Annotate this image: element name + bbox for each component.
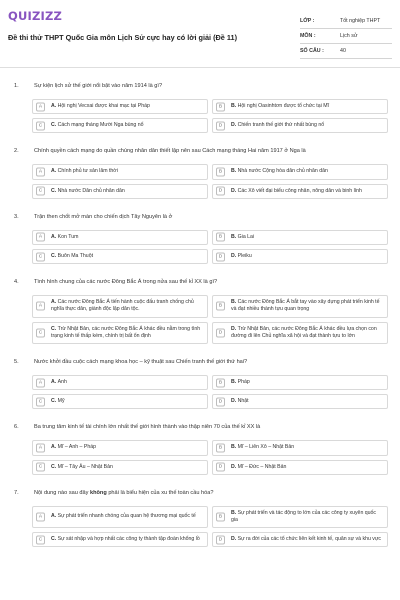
question-text: Trận then chốt mở màn cho chiến dịch Tây Nguyên là ở [34,213,173,220]
option-letter-badge: D [216,535,225,544]
option-letter-badge: D [216,252,225,261]
option-letter: A. [51,299,58,306]
option-letter-badge: D [216,397,225,406]
quizizz-logo: QUIZIZZ [8,9,63,23]
option-letter-badge: C [36,328,45,337]
option-c[interactable] [32,118,208,133]
option-letter-badge: B [216,168,225,177]
question-1 [0,80,400,133]
option-letter: D. [231,463,238,470]
option-text: Sự ra đời của các tổ chức liên kết kinh tế, quân sự và khu vực [237,536,381,543]
option-d[interactable] [212,460,388,475]
option-letter: A. [51,379,58,386]
meta-row-class [300,14,392,29]
option-a[interactable] [32,230,208,245]
option-text: Các nước Đông Bắc Á bắt tay vào xây dựng phát triển kinh tế và đạt nhiều thành tựu quan trọng [231,299,380,313]
option-text: Mĩ – Liên Xô – Nhật Bản [237,444,295,451]
option-text: Các Xô viết đại biểu công nhân, nông dân và binh lính [237,187,362,194]
option-text: Chính phủ tư sản lâm thời [57,168,118,175]
option-text: Buôn Ma Thuột [57,253,94,260]
option-letter: D. [231,325,238,332]
option-b[interactable] [212,295,388,317]
worksheet-title: Đề thi thử THPT Quốc Gia môn Lịch Sử cực hay có lời giải (Đề 11) [8,33,238,42]
question-text-emphasis: không [89,489,107,496]
question-5 [0,356,400,409]
option-text: Nhà nước Cộng hòa dân chủ nhân dân [237,168,328,175]
option-letter-badge: B [216,513,225,522]
option-letter: B. [231,103,238,109]
option-letter-badge: C [36,397,45,406]
option-d[interactable] [212,394,388,409]
option-text: Mĩ – Đức – Nhật Bản [237,463,287,470]
option-letter-badge: B [216,378,225,387]
option-b[interactable] [212,164,388,179]
question-4 [0,276,400,344]
question-text: Nước khởi đầu cuộc cách mạng khoa học – kỹ thuật sau Chiến tranh thế giới thứ hai? [34,359,248,366]
option-text: Gia Lai [237,233,255,240]
option-letter: D. [231,536,238,543]
option-text: Nhật [237,398,249,405]
option-letter-badge: A [36,233,45,242]
option-b[interactable] [212,506,388,528]
option-letter-badge: D [216,121,225,130]
option-letter-badge: A [36,378,45,387]
option-a[interactable] [32,375,208,390]
option-letter-badge: D [216,187,225,196]
option-c[interactable] [32,249,208,264]
option-letter-badge: A [36,102,45,111]
option-letter-badge: B [216,102,225,111]
option-letter: C. [51,253,58,260]
question-6 [0,421,400,474]
option-c[interactable] [32,394,208,409]
question-number: 3. [14,213,19,220]
option-letter: A. [51,513,58,520]
question-3 [0,211,400,264]
option-letter: A. [51,103,58,109]
option-letter-badge: A [36,513,45,522]
meta-key: MÔN : [300,33,316,39]
option-text: Hội nghị Vecxai được khai mạc tại Pháp [57,103,150,109]
option-a[interactable] [32,164,208,179]
option-text: Cách mạng tháng Mười Nga bùng nổ [57,122,144,129]
option-letter: B. [231,379,238,386]
option-b[interactable] [212,375,388,390]
meta-row-count [300,44,392,59]
option-a[interactable] [32,295,208,317]
option-letter: A. [51,444,58,451]
option-text: Trừ Nhật Bản, các nước Đông Bắc Á khác đều lựa chọn con đường đi lên Chủ nghĩa xã hội và đạt thành tựu to lớn [231,325,377,339]
option-letter: B. [231,509,238,516]
option-d[interactable] [212,118,388,133]
question-text-start: Nội dung nào sau đây [34,489,90,496]
option-text: Các nước Đông Bắc Á tiến hành cuộc đấu tranh chống chủ nghĩa thực dân, giành độc lập dân tộc. [51,299,194,313]
option-letter-badge: B [216,444,225,453]
option-text: Pleiku [237,253,252,260]
option-text: Mĩ – Anh – Pháp [57,444,96,451]
option-text: Anh [57,379,67,386]
meta-value: Tốt nghiệp THPT [340,18,381,24]
option-letter-badge: B [216,302,225,311]
option-d[interactable] [212,249,388,264]
option-letter: B. [231,233,238,240]
question-list [0,80,400,547]
option-letter: C. [51,398,58,405]
option-letter-badge: A [36,302,45,311]
option-letter: C. [51,536,58,543]
option-text: Chiến tranh thế giới thứ nhất bùng nổ [237,122,325,129]
option-letter-badge: A [36,444,45,453]
question-2 [0,145,400,198]
meta-value: Lịch sử [340,33,358,39]
option-letter: A. [51,168,58,175]
meta-row-subject [300,29,392,44]
option-text: Sự sát nhập và hợp nhất các công ty thành tập đoàn khổng lồ [57,536,200,543]
option-letter-badge: A [36,168,45,177]
option-b[interactable] [212,99,388,114]
option-letter: C. [51,187,58,194]
question-text: Ba trung tâm kinh tế tài chính lớn nhất thế giới hình thành vào thập niên 70 của thế kỉ XX là [34,424,261,431]
question-text: Chính quyền cách mạng do quần chúng nhân dân thiết lập nên sau Cách mạng tháng Hai năm 1917 ở Nga là [34,148,306,155]
option-letter: B. [231,299,238,306]
option-letter: B. [231,444,238,451]
option-a[interactable] [32,506,208,528]
option-letter-badge: C [36,121,45,130]
option-letter-badge: D [216,328,225,337]
option-text: Sự phát triển và tác động to lớn của các công ty xuyên quốc gia [231,509,377,524]
worksheet-header [0,0,400,68]
option-letter: D. [231,187,238,194]
question-number: 4. [14,279,19,286]
option-text: Kon Tum [57,233,79,240]
option-letter-badge: C [36,187,45,196]
question-number: 6. [14,424,19,431]
meta-value: 40 [340,48,346,54]
option-letter: A. [51,233,58,240]
option-letter-badge: D [216,463,225,472]
option-letter: C. [51,122,58,129]
option-d[interactable] [212,532,388,547]
option-c[interactable] [32,460,208,475]
option-b[interactable] [212,230,388,245]
option-d[interactable] [212,322,388,344]
option-text: Nhà nước Dân chủ nhân dân [57,187,125,194]
option-a[interactable] [32,440,208,455]
question-text: Tình hình chung của các nước Đông Bắc Á trong nửa sau thế kỉ XX là gì? [34,279,218,286]
question-number: 7. [14,489,19,496]
meta-key: SỐ CÂU : [300,48,324,54]
question-number: 5. [14,359,19,366]
meta-key: LỚP : [300,18,315,24]
question-7 [0,487,400,548]
option-letter-badge: C [36,252,45,261]
option-letter: C. [51,325,58,332]
option-letter: D. [231,253,238,260]
option-text: Hội nghị Oasinhtơn được tổ chức tại Mĩ [237,103,329,109]
option-letter: B. [231,168,238,175]
option-b[interactable] [212,440,388,455]
option-d[interactable] [212,184,388,199]
option-letter-badge: C [36,463,45,472]
option-letter-badge: C [36,535,45,544]
option-text: Sự phát triển nhanh chóng của quan hệ thương mại quốc tế [57,513,196,520]
option-text: Mỹ [57,398,65,405]
option-letter: D. [231,398,238,405]
option-c[interactable] [32,184,208,199]
question-text [34,490,213,496]
option-letter: D. [231,122,238,129]
option-letter-badge: B [216,233,225,242]
option-a[interactable] [32,99,208,114]
option-text: Trừ Nhật Bản, các nước Đông Bắc Á khác đều nằm trong tình trạng kinh tế thấp kém, chính trị bất ổn định [51,325,201,339]
option-letter: C. [51,463,58,470]
question-number: 1. [14,83,19,89]
question-text-end: phải là biểu hiện của xu thế toàn cầu hóa? [106,489,214,496]
option-text: Pháp [237,379,250,386]
option-c[interactable] [32,322,208,344]
question-number: 2. [14,148,19,155]
worksheet-meta [300,14,392,59]
option-text: Mĩ – Tây Âu – Nhật Bản [57,463,113,470]
question-text: Sự kiện lịch sử thế giới nổi bật vào năm 1914 là gì? [34,83,163,89]
option-c[interactable] [32,532,208,547]
